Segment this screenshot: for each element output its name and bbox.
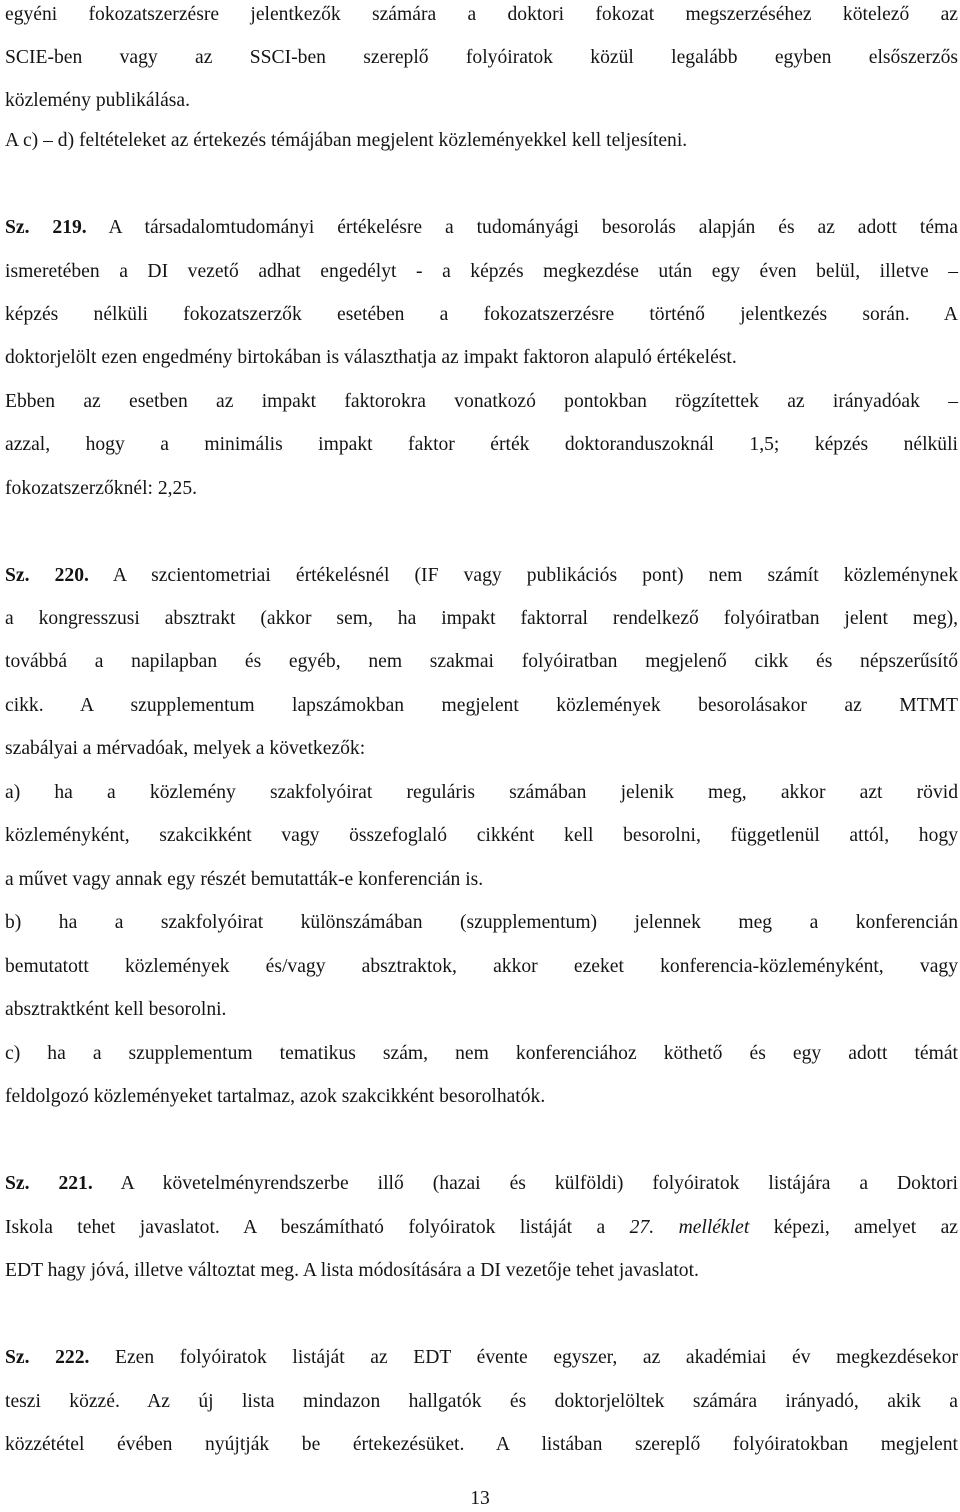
text-line: Ebben az esetben az impakt faktorokra vonatkozó pontokban rögzítettek az irányadóak – bbox=[5, 391, 958, 412]
text-line: azzal, hogy a minimális impakt faktor érték doktoranduszoknál 1,5; képzés nélküli bbox=[5, 434, 958, 455]
text-line: a kongresszusi absztrakt (akkor sem, ha impakt faktorral rendelkező folyóiratban jelent meg), bbox=[5, 608, 958, 629]
text-line: a) ha a közlemény szakfolyóirat reguláris számában jelenik meg, akkor azt rövid bbox=[5, 782, 958, 803]
text-line: bemutatott közlemények és/vagy absztraktok, akkor ezeket konferencia-közleményként, vagy bbox=[5, 956, 958, 977]
text-line: EDT hagy jóvá, illetve változtat meg. A lista módosítására a DI vezetője tehet javaslatot. bbox=[5, 1260, 699, 1281]
text-line: közzététel évében nyújtják be értekezésüket. A listában szereplő folyóiratokban megjelent bbox=[5, 1434, 958, 1455]
text-line: A c) – d) feltételeket az értekezés témájában megjelent közleményekkel kell teljesíteni. bbox=[5, 130, 688, 151]
text-line: a művet vagy annak egy részét bemutatták-e konferencián is. bbox=[5, 869, 484, 890]
section-label: Sz. 219. bbox=[5, 217, 87, 238]
section-220-first-line: Sz. 220. A szcientometriai értékelésnél (IF vagy publikációs pont) nem számít közleménynek bbox=[5, 565, 958, 586]
text-line: egyéni fokozatszerzésre jelentkezők számára a doktori fokozat megszerzéséhez kötelező az bbox=[5, 4, 958, 25]
section-222-first-line: Sz. 222. Ezen folyóiratok listáját az EDT évente egyszer, az akadémiai év megkezdésekor bbox=[5, 1347, 958, 1368]
text-line: továbbá a napilapban és egyéb, nem szakmai folyóiratban megjelenő cikk és népszerűsítő bbox=[5, 651, 958, 672]
text-line: c) ha a szupplementum tematikus szám, nem konferenciához köthető és egy adott témát bbox=[5, 1043, 958, 1064]
text-line: feldolgozó közleményeket tartalmaz, azok szakcikként besorolhatók. bbox=[5, 1086, 546, 1107]
text-line: cikk. A szupplementum lapszámokban megjelent közlemények besorolásakor az MTMT bbox=[5, 695, 958, 716]
text-line: absztraktként kell besorolni. bbox=[5, 999, 227, 1020]
page-number: 13 bbox=[470, 1488, 490, 1509]
text-line: közleményként, szakcikként vagy összefoglaló cikként kell besorolni, függetlenül attól, hogy bbox=[5, 825, 958, 846]
text-line: szabályai a mérvadóak, melyek a következők: bbox=[5, 738, 366, 759]
annex-reference: 27. melléklet bbox=[629, 1217, 750, 1238]
text-line: közlemény publikálása. bbox=[5, 90, 190, 111]
text-line: SCIE-ben vagy az SSCI-ben szereplő folyóiratok közül legalább egyben elsőszerzős bbox=[5, 47, 958, 68]
text-line: képzés nélküli fokozatszerzők esetében a fokozatszerzésre történő jelentkezés során. A bbox=[5, 304, 958, 325]
section-label: Sz. 221. bbox=[5, 1173, 93, 1194]
section-label: Sz. 220. bbox=[5, 565, 89, 586]
text-line: ismeretében a DI vezető adhat engedélyt - a képzés megkezdése után egy éven belül, illetve – bbox=[5, 261, 958, 282]
text-line: b) ha a szakfolyóirat különszámában (szupplementum) jelennek meg a konferencián bbox=[5, 912, 958, 933]
text-line: teszi közzé. Az új lista mindazon hallgatók és doktorjelöltek számára irányadó, akik a bbox=[5, 1391, 958, 1412]
section-221-line-2: Iskola tehet javaslatot. A beszámítható folyóiratok listáját a 27. melléklet képezi, amelyet az bbox=[5, 1217, 958, 1238]
text-line: doktorjelölt ezen engedmény birtokában is választhatja az impakt faktoron alapuló értékelést. bbox=[5, 347, 737, 368]
section-label: Sz. 222. bbox=[5, 1347, 90, 1368]
text-line: fokozatszerzőknél: 2,25. bbox=[5, 478, 198, 499]
section-219-first-line: Sz. 219. A társadalomtudományi értékelésre a tudományági besorolás alapján és az adott téma bbox=[5, 217, 958, 238]
section-221-first-line: Sz. 221. A követelményrendszerbe illő (hazai és külföldi) folyóiratok listájára a Doktori bbox=[5, 1173, 958, 1194]
